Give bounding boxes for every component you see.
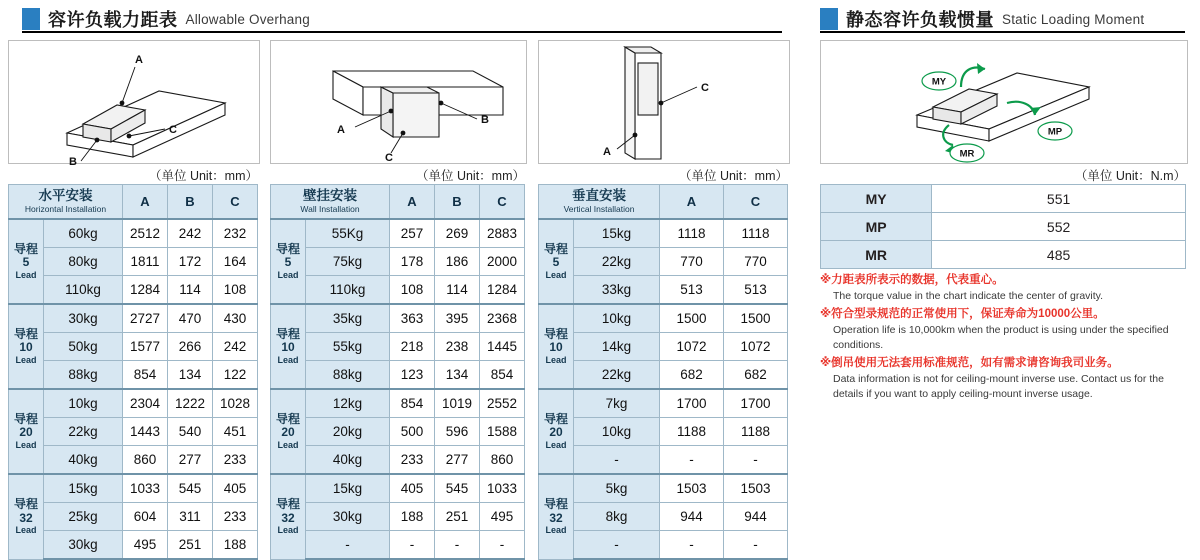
value-a: 1577	[123, 333, 168, 361]
note-text-cn: ※力距表所表示的数据，代表重心。	[820, 274, 1004, 286]
table-row	[271, 503, 525, 531]
svg-text:A: A	[135, 54, 143, 66]
unit-label-vertical: （单位 Unit：mm）	[678, 169, 788, 183]
load-label: 15kg	[44, 474, 123, 503]
table-row	[9, 333, 258, 361]
value-a: 495	[123, 531, 168, 560]
table-row	[539, 276, 788, 305]
table-row	[271, 276, 525, 305]
svg-text:MY: MY	[931, 76, 947, 88]
table-head-cn: 水平安装	[38, 188, 93, 204]
value-b: 311	[168, 503, 213, 531]
table-row	[539, 361, 788, 390]
note-text-en: Data information is not for ceiling-mount inverse use. Contact us for the details if you want to apply ceiling-mount inverse usage.	[833, 372, 1164, 400]
table-row	[271, 474, 525, 503]
table-head-en: Vertical Installation	[563, 203, 635, 214]
diagram-wall-installation	[270, 40, 527, 164]
value-a: 1500	[660, 304, 724, 333]
value-c: 122	[213, 361, 258, 390]
value-c: 232	[213, 219, 258, 248]
load-label: 110kg	[44, 276, 123, 305]
load-label: 88kg	[44, 361, 123, 390]
load-label: 40kg	[306, 446, 390, 475]
table-row	[271, 446, 525, 475]
table-row	[9, 474, 258, 503]
value-c: 1028	[213, 389, 258, 418]
lead-group-label: 导程 5 Lead	[9, 219, 44, 304]
table-row	[9, 503, 258, 531]
col-header-a: A	[390, 185, 435, 220]
value-b: 134	[168, 361, 213, 390]
svg-text:C: C	[701, 82, 709, 94]
load-label: 15kg	[306, 474, 390, 503]
section-title-cn: 容许负载力距表	[48, 10, 178, 30]
note-item	[820, 306, 1190, 353]
load-label: 55Kg	[306, 219, 390, 248]
table-row	[9, 219, 258, 248]
table-head-cn: 壁挂安装	[303, 188, 357, 204]
load-label: 30kg	[44, 531, 123, 560]
load-label: 75kg	[306, 248, 390, 276]
value-b: 1019	[435, 389, 480, 418]
moment-value: 552	[932, 213, 1186, 241]
svg-text:C: C	[169, 124, 177, 136]
value-c: 860	[480, 446, 525, 475]
note-text-en: Operation life is 10,000km when the product is using under the specified conditions.	[833, 323, 1169, 351]
value-c: 430	[213, 304, 258, 333]
svg-text:C: C	[385, 152, 393, 164]
value-a: 1033	[123, 474, 168, 503]
table-row	[271, 219, 525, 248]
table-row	[539, 474, 788, 503]
value-b: 545	[168, 474, 213, 503]
table-row	[271, 304, 525, 333]
value-a: 233	[390, 446, 435, 475]
note-text-en: The torque value in the chart indicate the center of gravity.	[833, 289, 1104, 302]
load-label: 10kg	[574, 418, 660, 446]
lead-group-label: 导程 10 Lead	[9, 304, 44, 389]
col-header-a: A	[123, 185, 168, 220]
load-label: 30kg	[44, 304, 123, 333]
load-label: 33kg	[574, 276, 660, 305]
table-row	[9, 531, 258, 560]
value-a: 108	[390, 276, 435, 305]
value-b: 277	[168, 446, 213, 475]
table-row	[539, 304, 788, 333]
table-row	[9, 248, 258, 276]
col-header-b: B	[435, 185, 480, 220]
table-row	[539, 503, 788, 531]
value-c: -	[724, 531, 788, 560]
value-c: 682	[724, 361, 788, 390]
value-a: 1700	[660, 389, 724, 418]
moment-value: 551	[932, 185, 1186, 213]
table-row	[271, 389, 525, 418]
load-label: 10kg	[44, 389, 123, 418]
value-a: 1118	[660, 219, 724, 248]
load-label: 60kg	[44, 219, 123, 248]
svg-text:A: A	[337, 124, 345, 136]
col-header-a: A	[660, 185, 724, 220]
value-a: 500	[390, 418, 435, 446]
value-c: 1503	[724, 474, 788, 503]
value-a: 218	[390, 333, 435, 361]
value-c: 495	[480, 503, 525, 531]
value-a: 188	[390, 503, 435, 531]
value-a: -	[660, 446, 724, 475]
load-label: 55kg	[306, 333, 390, 361]
section-accent-bar	[22, 8, 40, 30]
value-a: 1188	[660, 418, 724, 446]
load-label: -	[574, 531, 660, 560]
diagram-static-loading-moment	[820, 40, 1188, 164]
value-c: 1118	[724, 219, 788, 248]
col-header-c: C	[480, 185, 525, 220]
lead-group-label: 导程 5 Lead	[271, 219, 306, 304]
load-label: 22kg	[44, 418, 123, 446]
value-b: -	[435, 531, 480, 560]
value-c: 944	[724, 503, 788, 531]
table-row	[539, 219, 788, 248]
value-b: 186	[435, 248, 480, 276]
value-a: 257	[390, 219, 435, 248]
value-b: 545	[435, 474, 480, 503]
table-head-en: Wall Installation	[300, 203, 360, 214]
value-a: 123	[390, 361, 435, 390]
value-a: -	[390, 531, 435, 560]
load-label: 30kg	[306, 503, 390, 531]
table-row	[539, 531, 788, 560]
value-c: 513	[724, 276, 788, 305]
section-header-overhang	[22, 6, 310, 32]
section-underline-right	[820, 31, 1185, 33]
load-label: 80kg	[44, 248, 123, 276]
value-b: 172	[168, 248, 213, 276]
value-c: 242	[213, 333, 258, 361]
table-row	[539, 248, 788, 276]
lead-group-label: 导程 32 Lead	[9, 474, 44, 559]
table-row	[9, 276, 258, 305]
table-row	[9, 446, 258, 475]
load-label: 40kg	[44, 446, 123, 475]
load-label: 15kg	[574, 219, 660, 248]
section-title-en-right: Static Loading Moment	[1002, 11, 1145, 27]
value-c: 2883	[480, 219, 525, 248]
value-c: 2000	[480, 248, 525, 276]
table-wall-installation	[270, 184, 525, 560]
lead-group-label: 导程 32 Lead	[539, 474, 574, 559]
value-c: 405	[213, 474, 258, 503]
value-c: 2552	[480, 389, 525, 418]
value-b: 596	[435, 418, 480, 446]
table-row	[271, 418, 525, 446]
table-row	[271, 361, 525, 390]
value-b: 238	[435, 333, 480, 361]
load-label: 22kg	[574, 361, 660, 390]
section-header-moment	[820, 6, 1144, 32]
value-c: 1700	[724, 389, 788, 418]
load-label: 10kg	[574, 304, 660, 333]
table-row	[539, 389, 788, 418]
section-title-cn-right: 静态容许负载惯量	[846, 10, 994, 30]
table-row	[9, 304, 258, 333]
value-b: 1222	[168, 389, 213, 418]
value-c: -	[480, 531, 525, 560]
value-a: 2512	[123, 219, 168, 248]
unit-label-horizontal: （单位 Unit：mm）	[148, 169, 258, 183]
value-c: 2368	[480, 304, 525, 333]
value-b: 266	[168, 333, 213, 361]
value-b: 114	[435, 276, 480, 305]
section-title-en: Allowable Overhang	[185, 11, 310, 27]
section-accent-bar-right	[820, 8, 838, 30]
load-label: 20kg	[306, 418, 390, 446]
svg-text:B: B	[481, 114, 489, 126]
value-a: 854	[123, 361, 168, 390]
note-text-cn: ※倒吊使用无法套用标准规范，如有需求请咨询我司业务。	[820, 357, 1119, 369]
value-b: 277	[435, 446, 480, 475]
value-b: 242	[168, 219, 213, 248]
lead-group-label: 导程 20 Lead	[539, 389, 574, 474]
value-b: 269	[435, 219, 480, 248]
value-c: 188	[213, 531, 258, 560]
table-head-cn: 垂直安装	[572, 188, 626, 204]
col-header-b: B	[168, 185, 213, 220]
col-header-c: C	[724, 185, 788, 220]
value-b: 251	[168, 531, 213, 560]
table-row	[821, 241, 1186, 269]
note-item	[820, 272, 1190, 304]
value-b: 134	[435, 361, 480, 390]
load-label: 88kg	[306, 361, 390, 390]
value-c: 164	[213, 248, 258, 276]
diagram-horizontal-installation	[8, 40, 260, 168]
value-a: 860	[123, 446, 168, 475]
load-label: 25kg	[44, 503, 123, 531]
lead-group-label: 导程 10 Lead	[271, 304, 306, 389]
col-header-c: C	[213, 185, 258, 220]
value-b: 540	[168, 418, 213, 446]
value-a: -	[660, 531, 724, 560]
note-item	[820, 355, 1190, 402]
load-label: 7kg	[574, 389, 660, 418]
lead-group-label: 导程 20 Lead	[9, 389, 44, 474]
value-b: 395	[435, 304, 480, 333]
table-header-row	[539, 185, 788, 220]
value-a: 854	[390, 389, 435, 418]
value-a: 1284	[123, 276, 168, 305]
value-b: 251	[435, 503, 480, 531]
load-label: -	[306, 531, 390, 560]
value-c: 1445	[480, 333, 525, 361]
lead-group-label: 导程 32 Lead	[271, 474, 306, 559]
note-text-cn: ※符合型录规范的正常使用下，保证寿命为10000公里。	[820, 307, 1105, 320]
value-c: -	[724, 446, 788, 475]
table-row	[9, 418, 258, 446]
unit-label-wall: （单位 Unit：mm）	[415, 169, 525, 183]
table-row	[539, 446, 788, 475]
table-row	[271, 531, 525, 560]
load-label: 22kg	[574, 248, 660, 276]
value-c: 108	[213, 276, 258, 305]
load-label: -	[574, 446, 660, 475]
notes-block	[820, 272, 1190, 402]
value-c: 451	[213, 418, 258, 446]
value-a: 682	[660, 361, 724, 390]
value-c: 1072	[724, 333, 788, 361]
table-row	[539, 418, 788, 446]
value-a: 1443	[123, 418, 168, 446]
table-head-en: Horizontal Installation	[24, 203, 107, 214]
value-a: 405	[390, 474, 435, 503]
lead-group-label: 导程 10 Lead	[539, 304, 574, 389]
load-label: 35kg	[306, 304, 390, 333]
moment-name: MP	[821, 213, 932, 241]
value-c: 233	[213, 446, 258, 475]
value-a: 1503	[660, 474, 724, 503]
table-row	[539, 333, 788, 361]
value-c: 770	[724, 248, 788, 276]
table-horizontal-installation	[8, 184, 258, 560]
svg-text:A: A	[603, 146, 611, 158]
table-header-row	[271, 185, 525, 220]
table-row	[271, 333, 525, 361]
moment-name: MR	[821, 241, 932, 269]
unit-label-moment: （单位 Unit：N.m）	[1074, 169, 1186, 183]
load-label: 5kg	[574, 474, 660, 503]
load-label: 50kg	[44, 333, 123, 361]
load-label: 8kg	[574, 503, 660, 531]
moment-value: 485	[932, 241, 1186, 269]
value-a: 2304	[123, 389, 168, 418]
value-c: 1033	[480, 474, 525, 503]
value-a: 604	[123, 503, 168, 531]
table-header-row	[9, 185, 258, 220]
value-b: 114	[168, 276, 213, 305]
value-c: 1284	[480, 276, 525, 305]
lead-group-label: 导程 20 Lead	[271, 389, 306, 474]
svg-text:MP: MP	[1047, 126, 1063, 138]
svg-text:MR: MR	[959, 148, 975, 160]
value-a: 1072	[660, 333, 724, 361]
section-underline-left	[22, 31, 782, 33]
value-a: 1811	[123, 248, 168, 276]
table-row	[271, 248, 525, 276]
svg-text:B: B	[69, 156, 77, 168]
table-row	[821, 185, 1186, 213]
value-a: 363	[390, 304, 435, 333]
value-a: 178	[390, 248, 435, 276]
load-label: 110kg	[306, 276, 390, 305]
moment-name: MY	[821, 185, 932, 213]
value-a: 2727	[123, 304, 168, 333]
diagram-vertical-installation	[538, 40, 790, 164]
value-c: 1588	[480, 418, 525, 446]
load-label: 14kg	[574, 333, 660, 361]
value-b: 470	[168, 304, 213, 333]
table-row	[9, 361, 258, 390]
value-c: 233	[213, 503, 258, 531]
table-vertical-installation	[538, 184, 788, 560]
value-c: 854	[480, 361, 525, 390]
table-static-loading-moment	[820, 184, 1186, 269]
value-c: 1188	[724, 418, 788, 446]
value-a: 513	[660, 276, 724, 305]
table-row	[821, 213, 1186, 241]
value-a: 944	[660, 503, 724, 531]
value-c: 1500	[724, 304, 788, 333]
load-label: 12kg	[306, 389, 390, 418]
table-row	[9, 389, 258, 418]
value-a: 770	[660, 248, 724, 276]
lead-group-label: 导程 5 Lead	[539, 219, 574, 304]
